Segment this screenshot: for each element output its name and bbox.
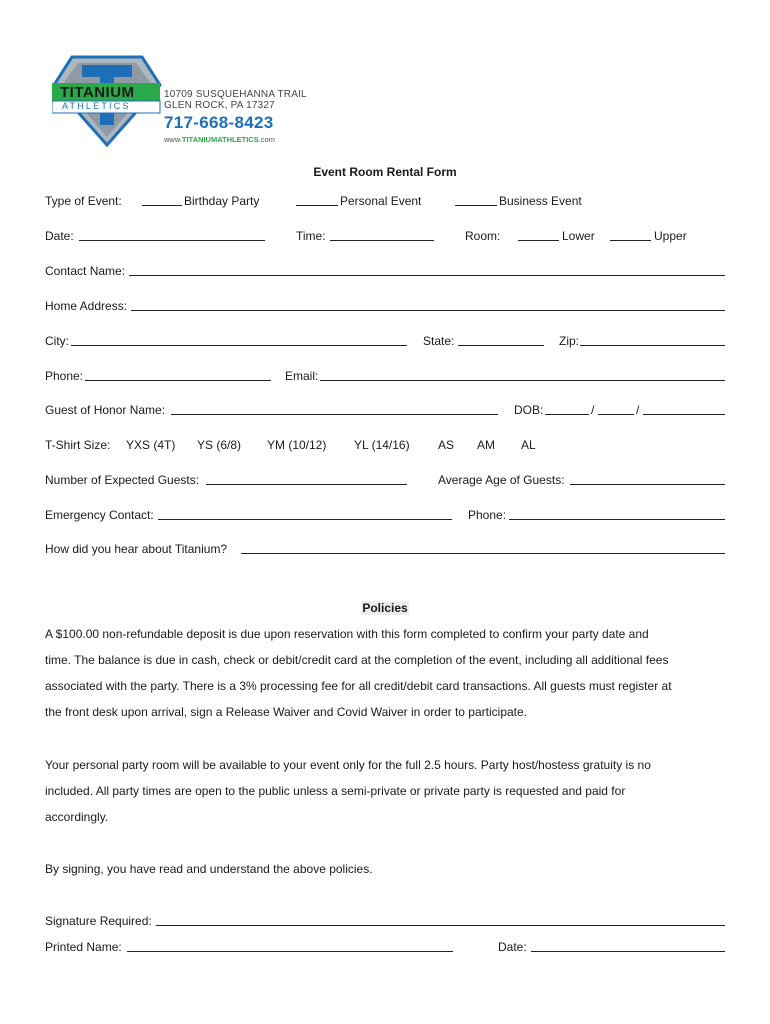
email-field[interactable] xyxy=(320,368,725,381)
expected-guests-field[interactable] xyxy=(206,472,407,485)
business-event-checkline[interactable] xyxy=(455,193,497,206)
policies-heading: Policies xyxy=(362,601,408,615)
guest-of-honor-label: Guest of Honor Name: xyxy=(45,403,166,417)
tshirt-size-option[interactable]: AL xyxy=(521,438,536,452)
city-field[interactable] xyxy=(71,333,407,346)
room-lower-option: Lower xyxy=(562,229,595,243)
room-label: Room: xyxy=(465,229,501,243)
referral-field[interactable] xyxy=(241,541,725,554)
average-age-label: Average Age of Guests: xyxy=(438,473,565,487)
state-field[interactable] xyxy=(458,333,544,346)
tshirt-size-option[interactable]: AS xyxy=(438,438,455,452)
business-event-option: Business Event xyxy=(499,194,582,208)
state-label: State: xyxy=(423,334,455,348)
signature-date-field[interactable] xyxy=(531,939,725,952)
policy-room-paragraph: Your personal party room will be available to your event only for the full 2.5 hours. Party host/hostess gratuity is no included. All party times are open to the public unless a semi-private or private party is requested and paid for accordingly. xyxy=(45,758,651,824)
emergency-phone-field[interactable] xyxy=(509,507,725,520)
form-title: Event Room Rental Form xyxy=(313,165,457,179)
signature-label: Signature Required: xyxy=(45,914,152,928)
tshirt-size-option[interactable]: YS (6/8) xyxy=(197,438,242,452)
tshirt-size-option[interactable]: YM (10/12) xyxy=(267,438,327,452)
time-label: Time: xyxy=(296,229,326,243)
dob-year-field[interactable] xyxy=(643,402,725,415)
emergency-contact-field[interactable] xyxy=(158,507,452,520)
personal-event-option: Personal Event xyxy=(340,194,422,208)
date-label: Date: xyxy=(45,229,74,243)
titanium-athletics-logo xyxy=(52,55,312,147)
logo-address: 10709 SUSQUEHANNA TRAIL GLEN ROCK, PA 17327 xyxy=(164,89,307,111)
home-address-label: Home Address: xyxy=(45,299,128,313)
dob-label: DOB: xyxy=(514,403,544,417)
dob-day-field[interactable] xyxy=(598,402,634,415)
policy-deposit-paragraph: A $100.00 non-refundable deposit is due upon reservation with this form completed to confirm your party date and time. The balance is due in cash, check or debit/credit card at the completion of the event, including all additional fees associated with the party. There is a 3% processing fee for all credit/debit card transactions. All guests must register at the front desk upon arrival, sign a Release Waiver and Covid Waiver in order to participate. xyxy=(45,627,672,719)
zip-field[interactable] xyxy=(580,333,725,346)
city-label: City: xyxy=(45,334,69,348)
referral-label: How did you hear about Titanium? xyxy=(45,542,228,556)
room-upper-option: Upper xyxy=(654,229,687,243)
logo-brand-top: TITANIUM xyxy=(60,84,135,101)
room-upper-checkline[interactable] xyxy=(610,228,651,241)
emergency-contact-label: Emergency Contact: xyxy=(45,508,154,522)
tshirt-size-label: T-Shirt Size: xyxy=(45,438,111,452)
rental-form-page: TITANIUM ATHLETICS 10709 SUSQUEHANNA TRAIL GLEN ROCK, PA 17327 717-668-8423 www.TITANIUMATHLETICS.com Event Room Rental Form Type of Event: Birthday Party Personal Event Business Event Date: Time: Room: Lower Upper Contact Name: Home Address: City: State: Zip: Phone: Email: Guest of Honor Name: DOB: / / T-Shirt Size: YXS (4T) YS (6/8) YM (10/12) YL (14/16) AS AM AL Number of Expected Guests: Average Age of Guests: Emergency Contact: Phone: How did you hear about Titanium? Policies A $100.00 non-refundable deposit is due upon reservation with this form completed to confirm your party date and time. The balance is due in cash, check or debit/credit card at the completion of the event, including all additional fees associated with the party. There is a 3% processing fee for all credit/debit card transactions. All guests must register at the front desk upon arrival, sign a Release Waiver and Covid Waiver in order to participate. Your personal party room will be available to your event only for the full 2.5 hours. Party host/hostess gratuity is no included. All party times are open to the public unless a semi-private or private party is requested and paid for accordingly. By signing, you have read and understand the above policies. Signature Required: Printed Name: Date: xyxy=(0,0,770,1024)
type-of-event-label: Type of Event: xyxy=(45,194,122,208)
email-label: Email: xyxy=(285,369,319,383)
time-field[interactable] xyxy=(330,228,434,241)
room-lower-checkline[interactable] xyxy=(518,228,559,241)
birthday-party-option: Birthday Party xyxy=(184,194,260,208)
emergency-phone-label: Phone: xyxy=(468,508,507,522)
date-field[interactable] xyxy=(79,228,265,241)
dob-month-field[interactable] xyxy=(545,402,589,415)
zip-label: Zip: xyxy=(559,334,580,348)
logo-website: www.TITANIUMATHLETICS.com xyxy=(164,135,275,144)
tshirt-size-option[interactable]: YL (14/16) xyxy=(354,438,410,452)
contact-name-field[interactable] xyxy=(129,263,725,276)
phone-field[interactable] xyxy=(85,368,271,381)
policy-acknowledgement: By signing, you have read and understand the above policies. xyxy=(45,862,373,876)
guest-of-honor-field[interactable] xyxy=(171,402,498,415)
phone-label: Phone: xyxy=(45,369,84,383)
expected-guests-label: Number of Expected Guests: xyxy=(45,473,200,487)
home-address-field[interactable] xyxy=(131,298,725,311)
logo-brand-bottom: ATHLETICS xyxy=(62,101,131,111)
personal-event-checkline[interactable] xyxy=(296,193,338,206)
logo-phone: 717-668-8423 xyxy=(164,113,274,132)
average-age-field[interactable] xyxy=(570,472,725,485)
printed-name-field[interactable] xyxy=(127,939,453,952)
tshirt-size-option[interactable]: AM xyxy=(477,438,495,452)
signature-date-label: Date: xyxy=(498,940,527,954)
tshirt-size-option[interactable]: YXS (4T) xyxy=(126,438,176,452)
birthday-party-checkline[interactable] xyxy=(142,193,182,206)
printed-name-label: Printed Name: xyxy=(45,940,122,954)
contact-name-label: Contact Name: xyxy=(45,264,126,278)
signature-field[interactable] xyxy=(156,913,725,926)
